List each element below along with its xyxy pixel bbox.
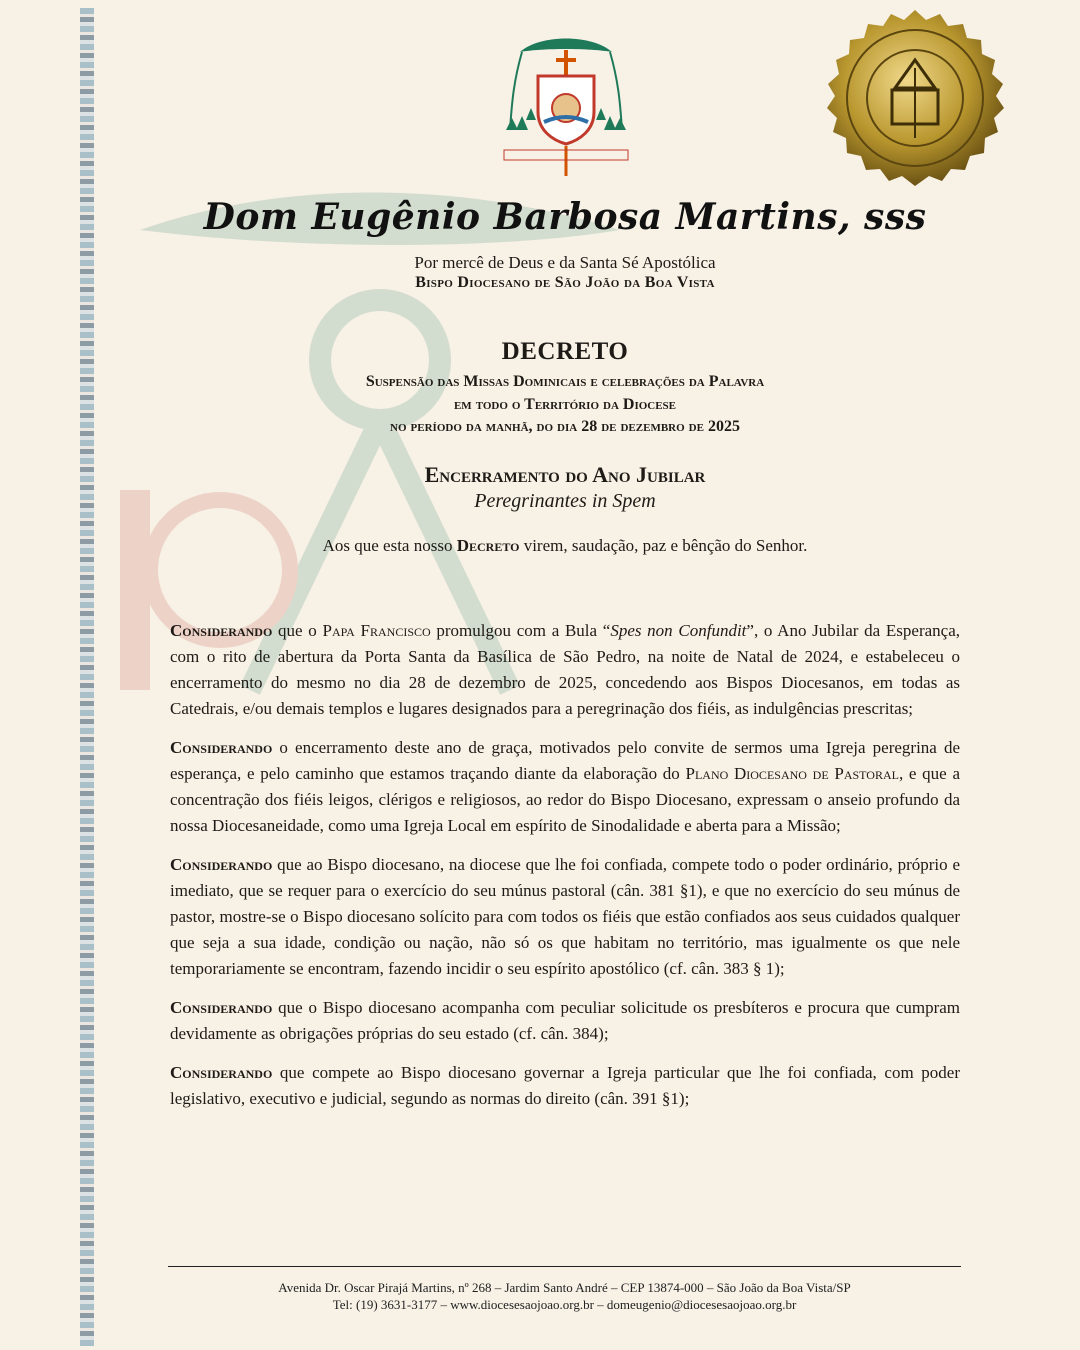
bull-title: Spes non Confundit bbox=[610, 621, 747, 640]
paragraph-text: que o Bispo diocesano acompanha com peculiar solicitude os presbíteros e procura que cumpram devidamente as obrigações próprias do seu estado (cf. cân. 384); bbox=[170, 998, 960, 1043]
greeting-decree-word: Decreto bbox=[456, 536, 520, 555]
paragraph-text: o encerramento deste ano de graça, motivados pelo convite de sermos uma Igreja peregrina de esperança, e pelo caminho que estamos traçando diante da elaboração do bbox=[170, 738, 960, 783]
paragraph-text: ”, o Ano Jubilar da Esperança, com o rito de abertura da Porta Santa da Basílica de São Pedro, na noite de Natal de 2024, e estabeleceu o encerramento do mesmo no dia 28 de dezembro de 2025, concedendo aos Bispos Diocesanos, em todas as Catedrais, e/ou demais templos e lugares designados para a peregrinação dos fiéis, as indulgências prescritas; bbox=[170, 621, 960, 718]
considering-paragraph bbox=[170, 735, 960, 839]
paragraph-lead: Considerando bbox=[170, 738, 273, 757]
jubilee-motto: Peregrinantes in Spem bbox=[474, 490, 656, 512]
considering-paragraph bbox=[170, 1060, 960, 1112]
paragraph-text: que ao Bispo diocesano, na diocese que lhe foi confiada, compete todo o poder ordinário, próprio e imediato, que se requer para o exercício do seu múnus pastoral (cân. 381 §1), e que no exercício do seu múnus de pastor, mostre-se o Bispo diocesano solícito para com todos os fiéis que estão confiados aos seus cuidados qualquer que seja a sua idade, condição ou nação, não só os que habitam no território, mas igualmente os que nele temporariamente se encontram, fazendo incidir o seu espírito apostólico (cf. cân. 383 § 1); bbox=[170, 855, 960, 978]
greeting bbox=[170, 536, 960, 556]
paragraph-text: que o bbox=[272, 621, 323, 640]
decree-body bbox=[170, 618, 960, 1125]
considering-paragraph bbox=[170, 852, 960, 982]
paragraph-text: que compete ao Bispo diocesano governar a Igreja particular que lhe foi confiada, com poder legislativo, executivo e judicial, segundo as normas do direito (cân. 391 §1); bbox=[170, 1063, 960, 1108]
footer-contact: Tel: (19) 3631-3177 – www.diocesesaojoao.org.br – domeugenio@diocesesaojoao.org.br bbox=[332, 1297, 797, 1312]
by-grace-line: Por mercê de Deus e da Santa Sé Apostólica bbox=[414, 253, 716, 272]
event-title: Encerramento do Ano Jubilar bbox=[424, 462, 706, 487]
bishop-name: Dom Eugênio Barbosa Martins, sss bbox=[203, 196, 927, 238]
paragraph-text: , e que a concentração dos fiéis leigos, clérigos e religiosos, ao redor do Bispo Diocesano, expressam o anseio profundo da nossa Diocesaneidade, como uma Igreja Local em espírito de Sinodalidade e aberta para a Missão; bbox=[170, 764, 960, 835]
security-strip bbox=[80, 8, 94, 1346]
considering-paragraph bbox=[170, 618, 960, 722]
decree-subtitle-line: no período da manhã, do dia 28 de dezembro de 2025 bbox=[390, 418, 740, 435]
paragraph-lead: Considerando bbox=[170, 855, 273, 874]
paragraph-lead: Considerando bbox=[170, 998, 273, 1017]
paragraph-smallcaps: Papa Francisco bbox=[322, 621, 431, 640]
considering-paragraph bbox=[170, 995, 960, 1047]
paragraph-smallcaps: Plano Diocesano de Pastoral bbox=[685, 764, 899, 783]
paragraph-lead: Considerando bbox=[170, 1063, 273, 1082]
footer-divider bbox=[168, 1266, 961, 1267]
footer-address: Avenida Dr. Oscar Pirajá Martins, nº 268 – Jardim Santo André – CEP 13874-000 – São João da Boa Vista/SP bbox=[278, 1280, 851, 1295]
decree-title: DECRETO bbox=[501, 338, 629, 365]
greeting-post: virem, saudação, paz e bênção do Senhor. bbox=[519, 536, 808, 555]
paragraph-lead: Considerando bbox=[170, 621, 273, 640]
gold-seal-icon bbox=[822, 8, 1008, 200]
greeting-pre: Aos que esta nosso bbox=[322, 536, 457, 555]
episcopal-crest-icon bbox=[500, 30, 632, 178]
bishop-title: Bispo Diocesano de São João da Boa Vista bbox=[415, 274, 715, 291]
decree-subtitle-line: em todo o Território da Diocese bbox=[453, 396, 677, 413]
paragraph-text: promulgou com a Bula “ bbox=[430, 621, 611, 640]
decree-subtitle-line: Suspensão das Missas Dominicais e celebrações da Palavra bbox=[365, 373, 765, 390]
